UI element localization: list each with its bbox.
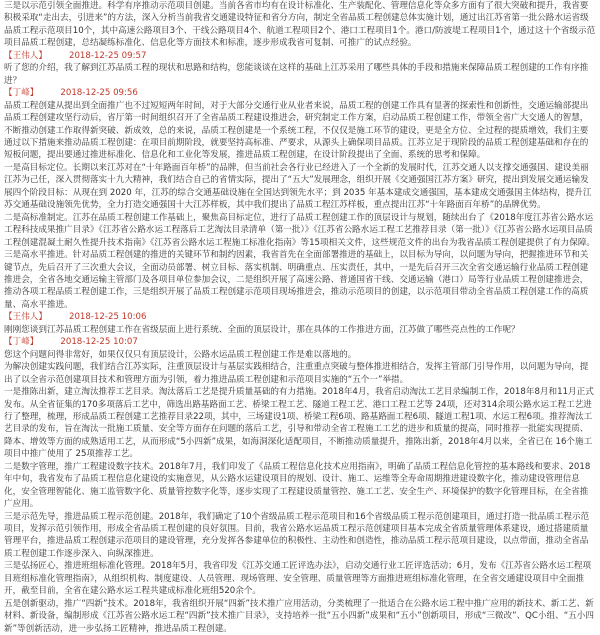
message-paragraph: 三是以示范引领全面推进。科学有序推动示范项目创建。当前各省市均有在设计标准化、生产装配化、管理信息化等众多方面有了很大突破和提升，我省要积极采取“走出去，引进来”的方法，深入分析当前我省交通建设特征和省分方向，制定全省品质工程创建总体实施计划，通过出江苏省第一批公路水运省级品质工程示范项目10个，其中高速公路项目3个、干线公路项目4个、航道工程项目2个、港口工程项目1个。港口/防波堤工程项目1个，通过这十个省级示范项目品质工程创建，总结凝练标准化、信息化等方面技术和标准，逐步形成我省可复制、可推广的试点经验。 (4, 1, 596, 49)
message-header (2, 87, 598, 99)
message-paragraph: 三是高水平推进。针对品质工程创建的推进的关键环节和制约因素，我省首先在全面部署推进的基础上，以目标为导向，以问题为导向，把握推进环节和关键节点，先后召开了三次重大会议，全面动员部署、树立目标、落实机制、明确重点、压实责任，其中，一是先后召开三次全省交通运输行业品质工程创建推进会，全省各地交通运输主管部门及各项目单位参加会议，二是组织开展了高速公路、普通国省干线、交通运输（港口）局等行业品质工程创建推进会，推动各项工程品质工程创建工作，三是组织开展了品质工程创建示范项目现场推进会，推动示范项目的创建，以示范项目带动全省品质工程创建工作的高质量、高水平推进。 (4, 250, 589, 310)
message-paragraph: 二是数字管理，推广工程建设数字技术。2018年7月，我们印发了《品质工程信息化技术应用指南》，明确了品质工程信息化管控的基本路线和要求、2018年中旬，我省发布了品质工程信息化建设的实施意见，从公路水运建设项目的规划、设计、施工、运维等全寿命周期推进建设数字化，推动建设管理信息化，安全管理智能化、施工监管数字化、质量管控数字化等，逐步实现了工程建设质量管控、施工工艺、安全生产、环境保护的数字化管理目标，在全省推广应用。 (4, 461, 591, 510)
message-paragraph: 三是示范先导，推进品质工程示范创建。2018年，我们确定了10个省级品质工程示范项目和16个省级品质工程示范创建项目，通过打造一批品质工程示范项目，发挥示范引领作用，形成全省品质工程创建的良好氛围。目前，我省公路水运品质工程示范创建项目基本完成全省质量管理体系建设，通过搭建质量管理平台，推进品质工程创建示范项目的建设管理，充分发挥各参建单位的积极性、主动性和创造性，推动品质工程示范项目建设，以点带面，推动全省品质工程创建工作逐步深入、向纵深推进。 (4, 511, 590, 559)
speaker-name: 【王伟人】 (4, 50, 47, 61)
message-paragraph: 五是创新驱动，推广“四新”技术。2018年，我省组织开展“四新”技术推广应用活动，分类梳理了一批适合在公路水运工程中推广应用的新技术、新工艺、新材料、新设备，编制形成《江苏省公路水运工程“四新”技术推广目录》，支持培养一批“五小四新”成果和“五小”创新项目，形成“三微改”、QC小组、“五小四新”等创新活动，进一步弘扬工匠精神，推进品质工程创建。 (4, 598, 594, 634)
message-header (2, 311, 598, 323)
speaker-name: 【丁峰】 (4, 337, 39, 348)
speaker-name: 【王伟人】 (4, 312, 47, 323)
speaker-name: 【丁峰】 (4, 88, 39, 99)
message-timestamp: 2018-12-25 10:06 (68, 312, 147, 323)
message-paragraph: 一是推陈出新，建立淘汰推荐工艺目录。淘汰落后工艺是提升质量基础的有力措施。2018年4月，我省启动淘汰工艺目录编制工作，2018年8月和11月正式发布。从全省征集的170多项落后工艺中，筛选出路基路面工艺、桥梁工程工艺、隧道工程工艺、港口工程工艺等 24项，还对314余项公路水运工程工艺进行了整理，梳理，形成品质工程创建工艺推荐目录22项，其中，三场建设1项、桥梁工程6项、路基路面工程6项、隧道工程1项、水运工程6项。推荐淘汰工艺目录的发布，旨在淘汰一批施工质量、安全等方面存在问题的落后工艺，引导和带动全省工程施工工艺的进步和质量的提高，同时推荐一批能实现提质、降本、增效等方面的成熟适用工艺，从而形成“5小四新”成果，如海洞深化适配项目，不断推动质量提升，推陈出新，2018年4月以来，全省已在 16个施工项目中推广使用了 25项推荐工艺。 (4, 387, 594, 460)
message-paragraph: 听了您的介绍，我了解到江苏品质工程的现状和思路和结构，您能谈谈在这样的基础上江苏采用了哪些具体的手段和措施来保障品质工程创建的工作有序推进？ (4, 63, 589, 86)
message-paragraph: 二是高标准制定。江苏在品质工程创建工作基础上，聚焦高目标定位，进行了品质工程创建工作的顶层设计与规划，随续出台了《2018年度江苏省公路水运工程科技成果推广目录》《江苏省公路水运工程落后工艺淘汰目录清单（第一批）》《江苏省公路水运工程工艺推荐目录（第一批）》《江苏省公路水运项目品质工程创建混凝土耐久性提升技术指南》《江苏省公路水运工程施工标准化指南》等15项相关文件，这些规范文件的出台为我省品质工程创建提供了有力保障。 (4, 212, 596, 248)
message-paragraph: 刚刚您谈到江苏品质工程创建工作在省级层面上进行系统、全面的顶层设计，那在具体的工作推进方面，江苏做了哪些亮点性的工作呢？ (4, 324, 520, 335)
message-header (2, 50, 598, 62)
message-timestamp: 2018-12-25 10:07 (60, 337, 138, 348)
message-paragraph: 您这个问题问得非常好，如果仅仅只有顶层设计，公路水运品质工程创建工作是难以落地的。 (4, 349, 357, 360)
message-header (2, 336, 598, 348)
message-paragraph: 一是高目标定位。长期以来江苏对在“十年路面百年桥”的品牌，但当前社会各行业已经进入了一个全新的发展时代，江苏交通人以支撑交通强国、建设美丽江苏为己任，深入贯彻落实十九大精神，我们结合自己的省情实际，提出了“五大”发展理念，组织开展《交通强国江苏方案》研究，提出到发展交通运输发展四个阶段目标：从现在到 2020 年，江苏的综合交通基础设施在全国达到领先水平；到 2035 年基本建成交通强国，基本建成交通强国主体结构，提升江苏交通基础设施领先优势，全力打造交通强国十大江苏样板，其中我们提出了品质工程江苏样板，重点提出江苏“十年路面百年桥”的品牌优势。 (4, 162, 592, 211)
message-paragraph: 为解决创建实践问题，我们结合江苏实际，注重顶层设计与基层实践相结合，注重重点突破与整体推进相结合，发挥主管部门引导作用，以问题为导向，提出了以全省示范创建项目技术和管理方面为引领，着力推进品质工程创建和示范项目实施的“五个一”举措。 (4, 362, 589, 385)
message-paragraph: 三是弘扬匠心，推进班组标准化管理。2018年5月，我省印发《江苏交通工匠评选办法》，启动交通行业工匠评选活动；6月，发布《江苏省公路水运工程项目班组标准化管理指南》，从组织机构、制度建设、人员管理、现场管理、安全管理、质量管理等方面推进班组标准化管理，在全省交通建设项目中全面推开，截至目前，全省在建公路水运工程共建成标准化班组520余个。 (4, 561, 592, 597)
message-timestamp: 2018-12-25 09:56 (60, 88, 138, 99)
message-paragraph: 品质工程创建从提出到全面推广也不过短短两年时间，对于大部分交通行业从业者来说，品质工程的创建工作具有显著的探索性和创新性，交通运输部提出品质工程创建攻坚行动后，省厅第一时间组织召开了全省品质工程建设推进会，研究制定工作方案，启动品质工程创建工作，带领全省广大交通人的智慧，不断推动创建工作取得新突破、新成效，总的来说，品质工程创建是一个系统工程，不仅仅是施工环节的建设，更是全方位、全过程的提质增效，我们主要通过以下措施来推动品质工程创建：在项目前期阶段，就要坚持高标准、严要求，从源头上确保项目品质。江苏立足于现阶段的品质工程创建基础和存在的短板问题，提出要通过推进标准化、信息化和工业化等发展，推进品质工程创建，在设计阶段提出了全面、系统的思考和保障。 (4, 100, 589, 161)
message-timestamp: 2018-12-25 09:57 (68, 50, 147, 61)
